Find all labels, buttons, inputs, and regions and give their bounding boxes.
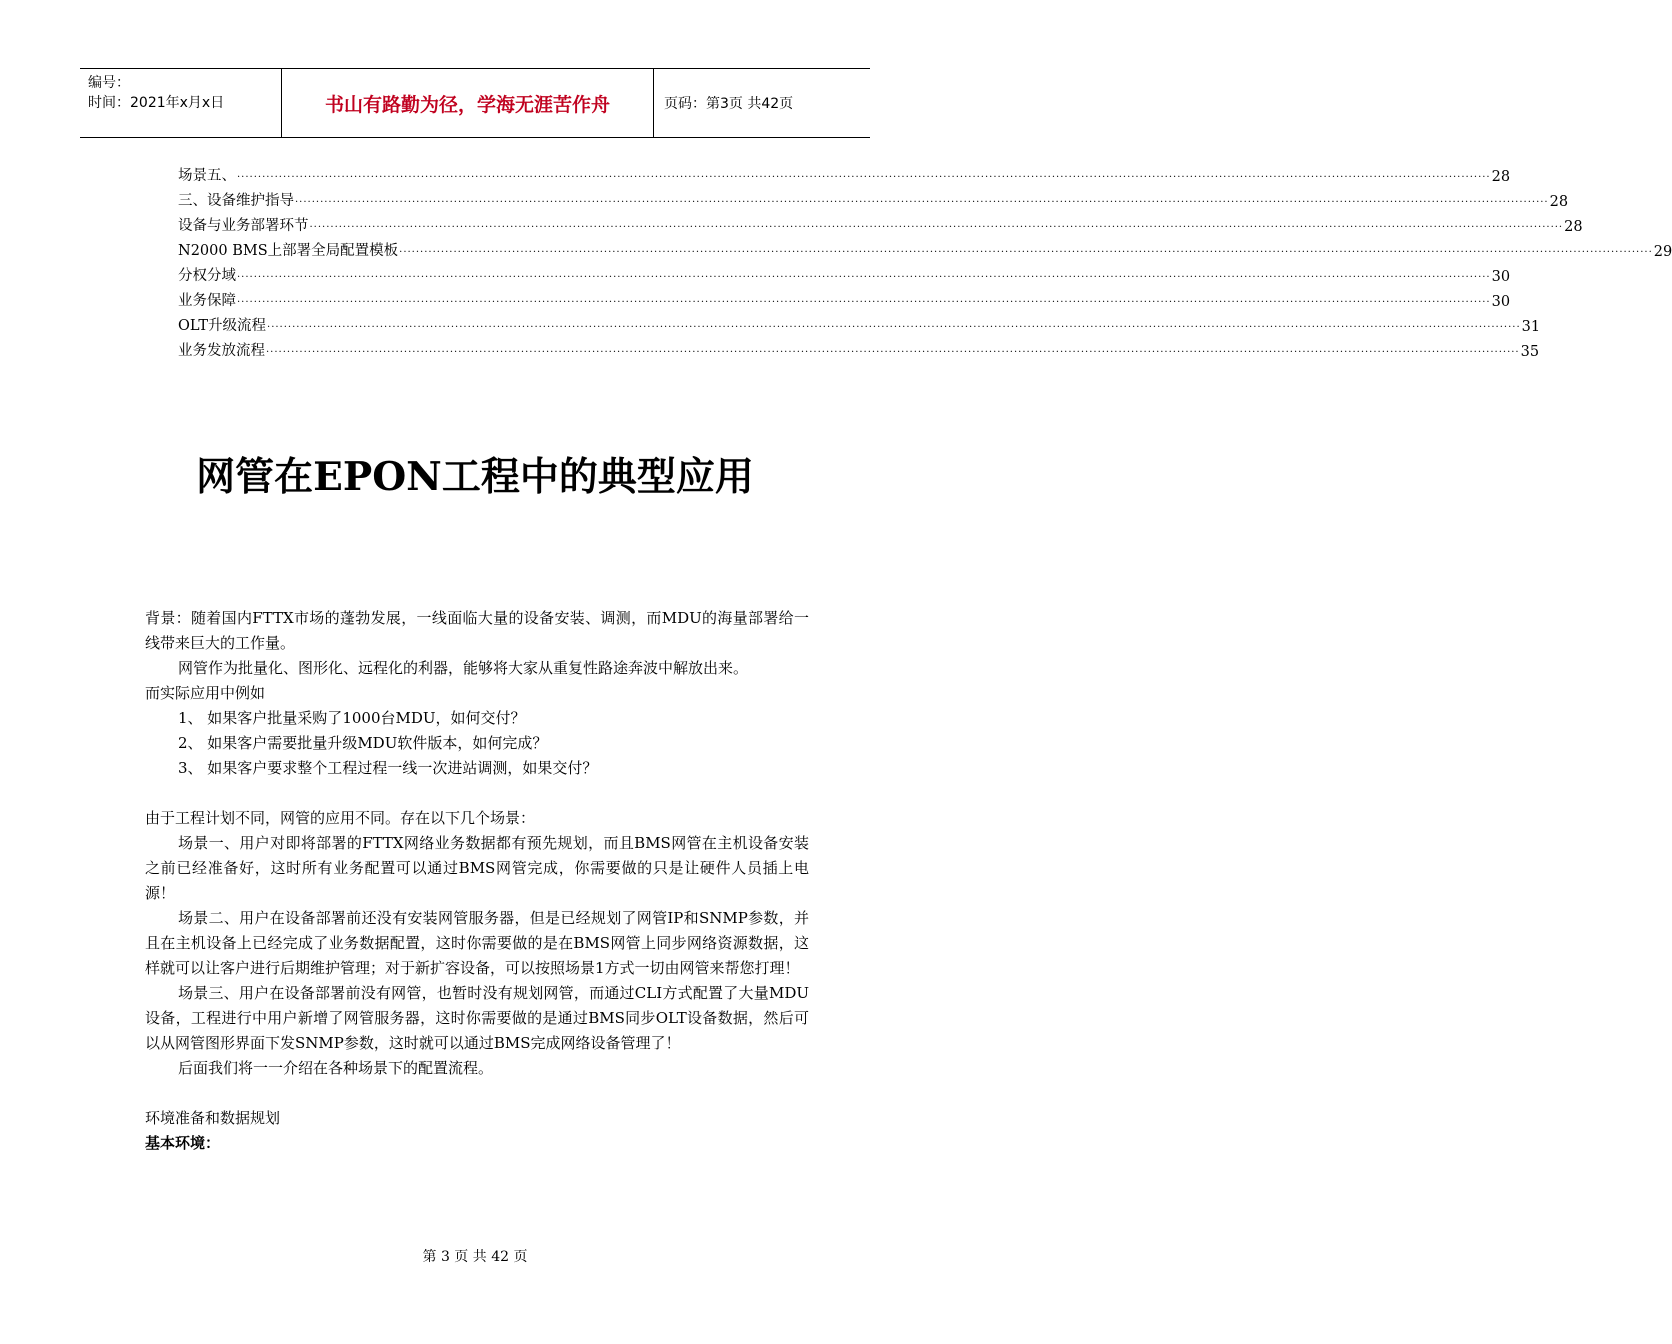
toc-leader-dots: ............................................................................................................................................................................................................................................................................................................	[237, 269, 1491, 280]
toc-entry-page: 30	[1491, 269, 1511, 285]
toc-entry-title: 业务发放流程	[178, 343, 265, 359]
toc-leader-dots: ............................................................................................................................................................................................................................................................................................................	[237, 294, 1491, 305]
doc-code-label: 编号：	[88, 75, 130, 91]
toc-entry[interactable]	[178, 235, 1672, 260]
toc-entry-title: OLT升级流程	[178, 318, 267, 334]
header-motto: 书山有路勤为径，学海无涯苦作舟	[282, 69, 654, 137]
toc-leader-dots: ............................................................................................................................................................................................................................................................................................................	[295, 194, 1549, 205]
toc-entry-title: 业务保障	[178, 293, 236, 309]
toc-entry[interactable]	[178, 160, 1511, 185]
toc-entry-page: 31	[1521, 319, 1541, 335]
scenario-1-paragraph: 场景一、用户对即将部署的FTTX网络业务数据都有预先规划，而且BMS网管在主机设备安装之前已经准备好，这时所有业务配置可以通过BMS网管完成，你需要做的只是让硬件人员插上电源！	[145, 834, 809, 902]
toc-entry-page: 29	[1653, 244, 1672, 260]
header-meta	[80, 69, 282, 137]
toc-entry-title: 场景五、	[178, 168, 236, 184]
toc-entry-title: N2000 BMS上部署全局配置模板	[178, 243, 399, 259]
example-lead: 而实际应用中例如	[145, 684, 266, 702]
toc-entry-page: 30	[1491, 294, 1511, 310]
page-footer: 第 3 页 共 42 页	[422, 1249, 528, 1265]
question-item-2: 2、 如果客户需要批量升级MDU软件版本，如何完成？	[178, 734, 548, 752]
toc-entry[interactable]	[178, 185, 1569, 210]
spacer	[145, 1081, 809, 1106]
toc-entry-title: 三、设备维护指导	[178, 193, 294, 209]
toc-entry[interactable]	[178, 260, 1511, 285]
toc-leader-dots: ............................................................................................................................................................................................................................................................................................................	[266, 344, 1520, 355]
header-page-info: 页码：第3页 共42页	[664, 96, 794, 112]
closing-paragraph: 后面我们将一一介绍在各种场景下的配置流程。	[178, 1059, 494, 1077]
toc-leader-dots: ............................................................................................................................................................................................................................................................................................................	[309, 219, 1564, 230]
toc-entry-page: 35	[1520, 344, 1540, 360]
scenario-3-paragraph: 场景三、用户在设备部署前没有网管，也暂时没有规划网管，而通过CLI方式配置了大量MDU设备，工程进行中用户新增了网管服务器，这时你需要做的是通过BMS同步OLT设备数据，然后可以从网管图形界面下发SNMP参数，这时就可以通过BMS完成网络设备管理了！	[145, 984, 809, 1052]
toc-entry[interactable]	[178, 210, 1583, 235]
background-paragraph: 背景：随着国内FTTX市场的蓬勃发展，一线面临大量的设备安装、调测，而MDU的海量部署给一线带来巨大的工作量。	[145, 609, 809, 652]
toc-entry-page: 28	[1549, 194, 1569, 210]
toc-leader-dots: ............................................................................................................................................................................................................................................................................................................	[399, 244, 1653, 255]
spacer	[145, 781, 809, 806]
question-item-1: 1、 如果客户批量采购了1000台MDU，如何交付？	[178, 709, 526, 727]
section-heading: 环境准备和数据规划	[145, 1109, 281, 1127]
toc-entry-page: 28	[1491, 169, 1511, 185]
intro-paragraph: 网管作为批量化、图形化、远程化的利器，能够将大家从重复性路途奔波中解放出来。	[178, 659, 749, 677]
toc-entry-title: 分权分域	[178, 268, 236, 284]
scenario-lead: 由于工程计划不同，网管的应用不同。存在以下几个场景：	[145, 809, 536, 827]
toc-entry[interactable]	[178, 285, 1511, 310]
toc-entry-page: 28	[1564, 219, 1583, 235]
toc-entry-title: 设备与业务部署环节	[178, 218, 309, 234]
toc-entry[interactable]	[178, 310, 1541, 335]
scenario-2-paragraph: 场景二、用户在设备部署前还没有安装网管服务器，但是已经规划了网管IP和SNMP参数，并且在主机设备上已经完成了业务数据配置，这时你需要做的是在BMS网管上同步网络资源数据，这样就可以让客户进行后期维护管理；对于新扩容设备，可以按照场景1方式一切由网管来帮您打理！	[145, 909, 809, 977]
question-item-3: 3、 如果客户要求整个工程过程一线一次进站调测，如果交付？	[178, 759, 598, 777]
subsection-heading: 基本环境：	[145, 1134, 221, 1152]
toc-leader-dots: ............................................................................................................................................................................................................................................................................................................	[267, 319, 1521, 330]
document-title: 网管在EPON工程中的典型应用	[196, 454, 754, 500]
toc-leader-dots: ............................................................................................................................................................................................................................................................................................................	[237, 169, 1491, 180]
document-body	[145, 606, 809, 1156]
table-of-contents	[178, 160, 1672, 360]
toc-entry[interactable]	[178, 335, 1540, 360]
page-header	[80, 68, 870, 138]
doc-time-label: 时间：2021年x月x日	[88, 95, 225, 111]
